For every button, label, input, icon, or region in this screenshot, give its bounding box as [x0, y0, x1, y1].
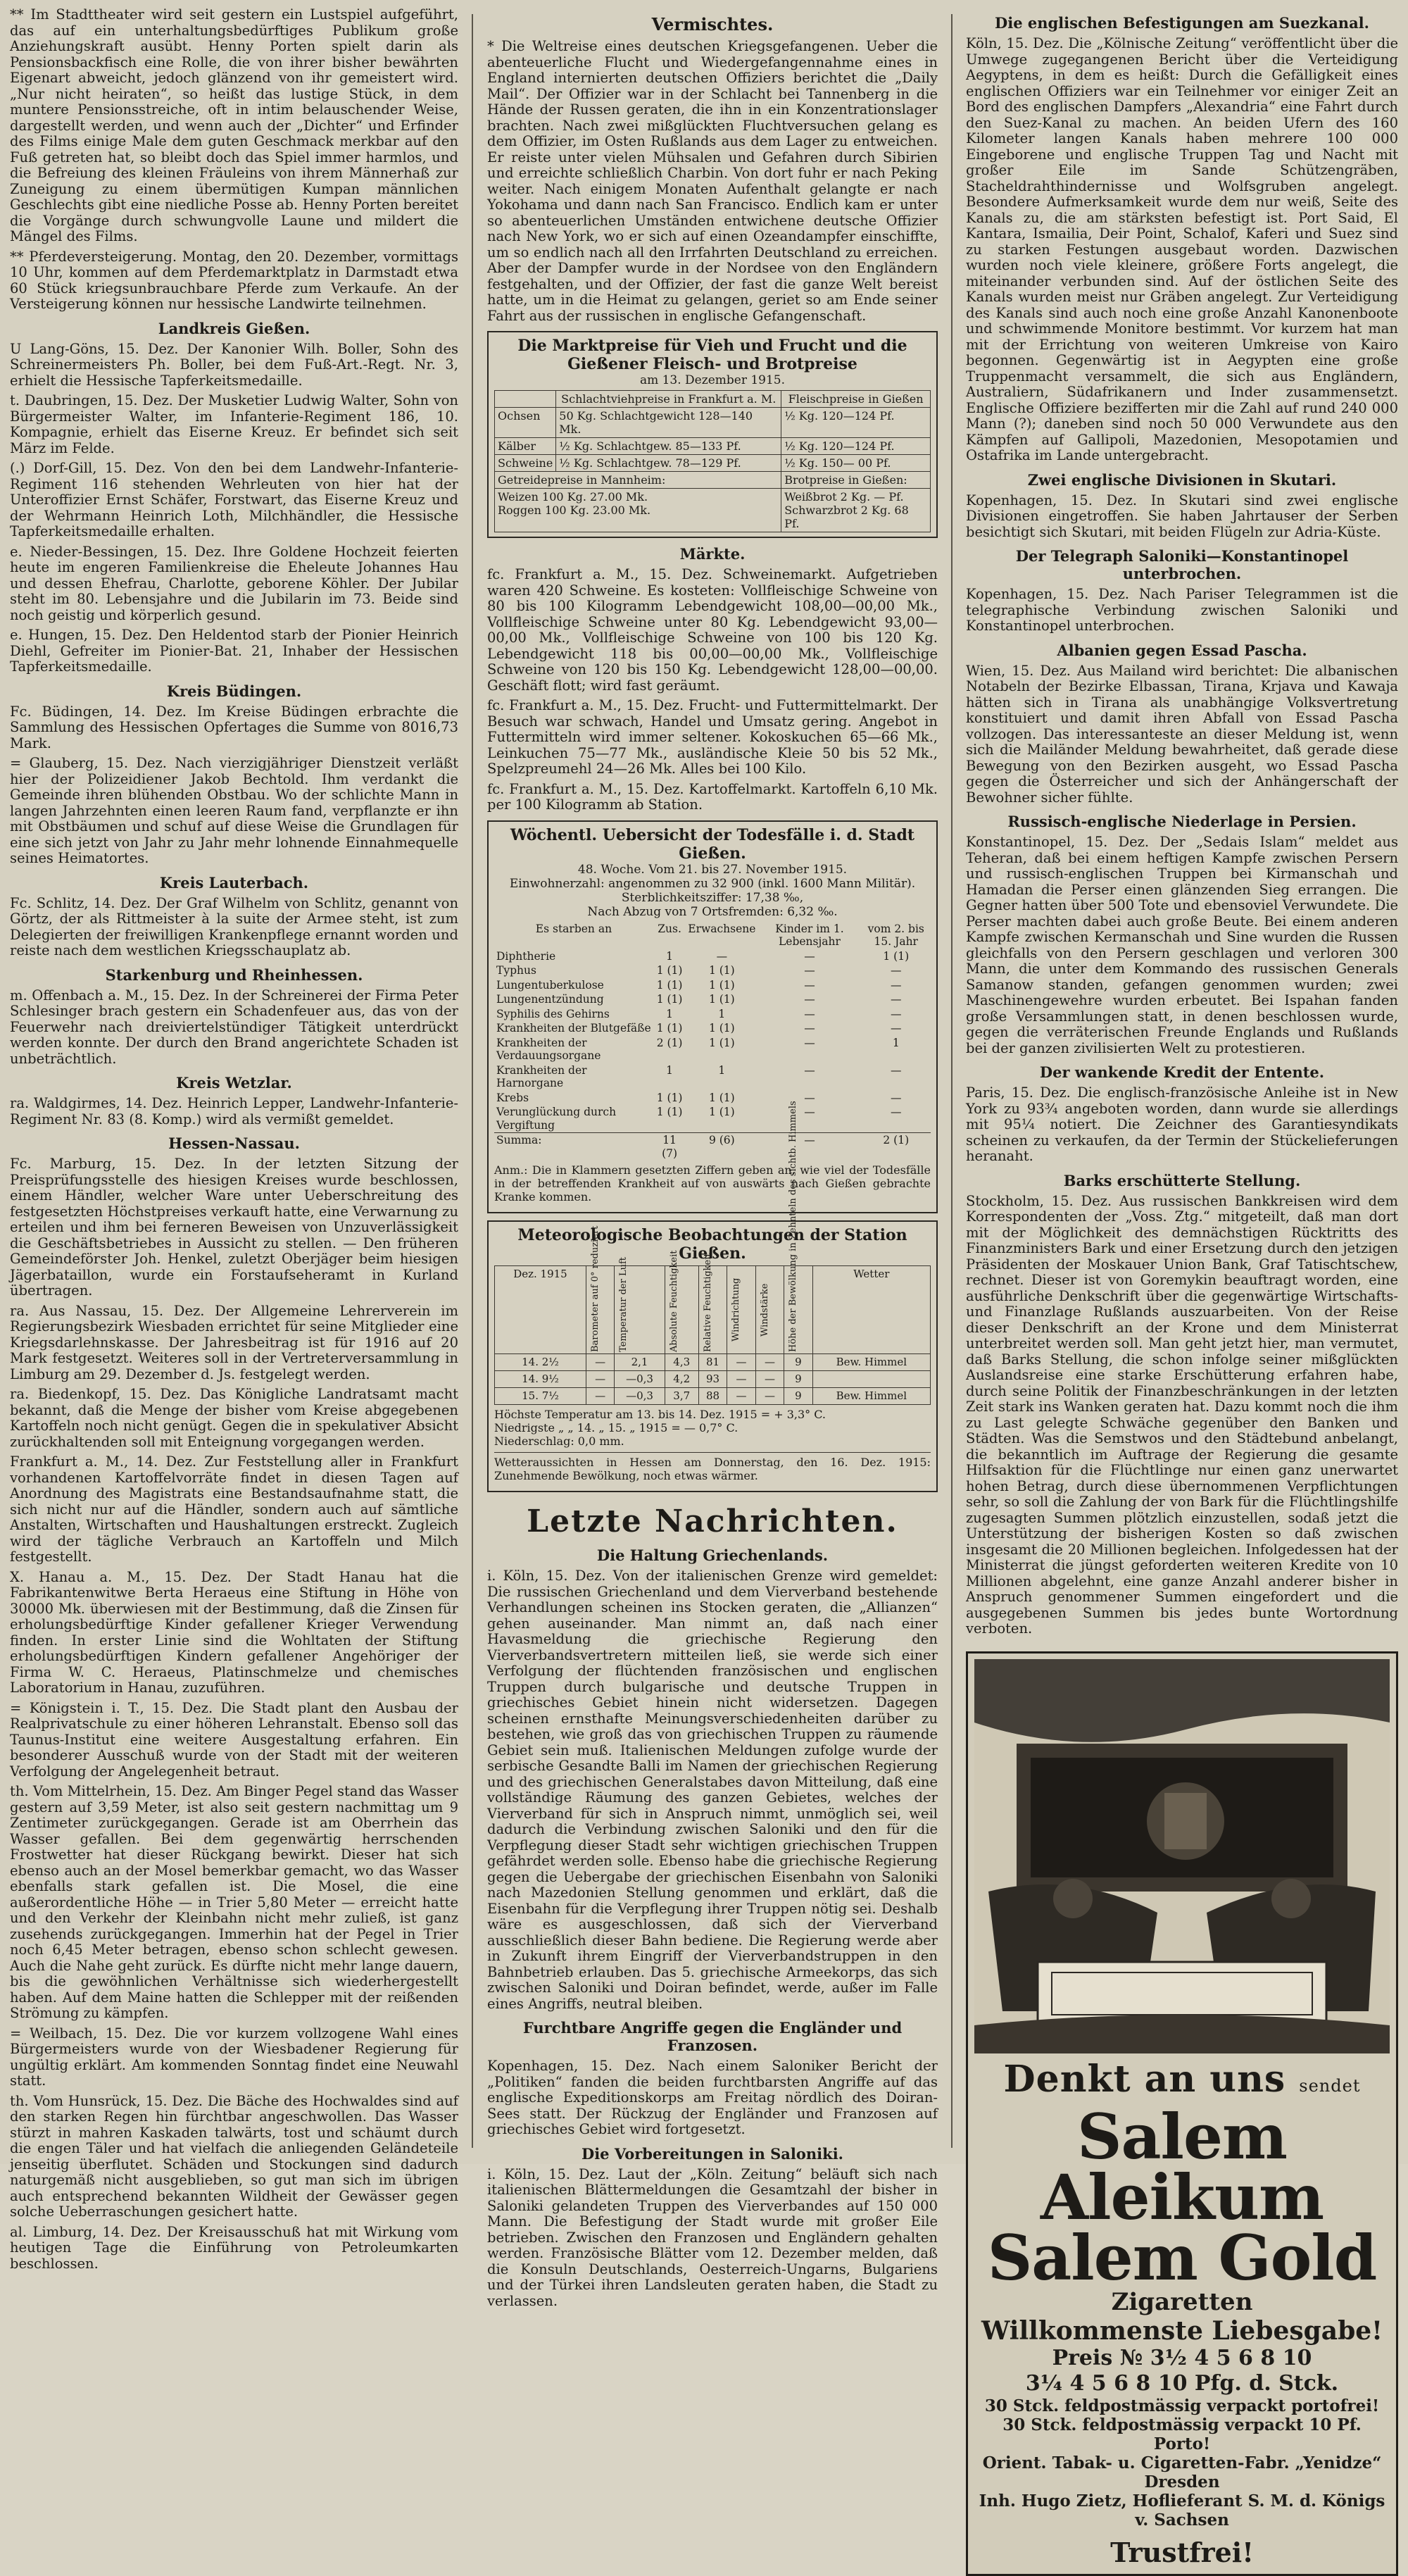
section-heading: Starkenburg und Rheinhessen. [105, 965, 363, 984]
table-cell: — [727, 1354, 755, 1371]
article-paragraph: th. Vom Mittelrhein, 15. Dez. Am Binger Pegel stand das Wasser gestern auf 3,59 Meter, ist also seit gestern nachmittag um 9 Zentimeter zurückgegangen. Gerade ist am Oberrhein das Wasser gefallen. Bei dem gegenwärtig herrschenden Frostwetter hat dieser Rückgang bewirkt. Dieser hat sich ebenso auch an der Mosel bemerkbar gemacht, wo das Wasser ebenfalls stark gefallen ist. Die Mosel, die eine außerordentliche Höhe — in Trier 5,80 Meter — erreicht hatte und den Verkehr der Kleinbahn nicht mehr zuließ, ist ganz zusehends zurückgegangen. Immerhin hat der Pegel in Trier noch 6,45 Meter betragen, ebenso schon schlecht gewesen. Auch die Nahe geht zurück. Es dürfte nicht mehr lange dauern, bis die gewöhnlichen Verhältnisse sich wiederhergestellt haben. Auf dem Maine hatten die Schlepper mit der reißenden Strömung zu kämpfen. [10, 1783, 458, 2021]
ad-headline-text: Denkt an uns [1003, 2057, 1286, 2101]
table-cell: 1 (1) [708, 964, 735, 977]
table-cell: 1 (1) [656, 964, 683, 977]
column-rule [472, 14, 473, 2148]
table-cell: 93 [698, 1371, 727, 1388]
bread-price: Weißbrot 2 Kg. — Pf. [784, 490, 904, 504]
article-paragraph: = Glauberg, 15. Dez. Nach vierzigjähriger Dienstzeit verläßt hier der Polizeidiener Jakob Bechtold. Ihm verdankt die Gemeinde ihren blühenden Obstbau. Wo der schlichte Mann in langen Jahrzehnten einen leeren Raum fand, verpflanzte er ihn mit Obstbäumen und schuf auf diese Weise die Grundlagen für eine sich jetzt von Jahr zu Jahr mehr lohnende Einnahmequelle seines Heimatortes. [10, 755, 458, 866]
grain-price: Weizen 100 Kg. 27.00 Mk. [498, 490, 648, 504]
section-heading: Die Vorbereitungen in Saloniki. [581, 2144, 843, 2163]
table-header: Es starben an [535, 922, 612, 935]
table-header-label: Relative Feuchtigkeit [702, 1253, 713, 1352]
table-cell: Krankheiten der Blutgefäße [496, 1022, 651, 1034]
article-paragraph: ** Im Stadttheater wird seit gestern ein Lustspiel aufgeführt, das auf ein unterhaltungsbedürftiges Publikum große Anziehungskraft ausübt. Henny Porten spielt darin als Pensionsbackfisch eine Rolle, die von ihrer bisher bewährten Eigenart abweicht, jedoch glänzend von ihr gemeistert wird. „Nur nicht heiraten“, so heißt das lustige Stück, in dem muntere Pensionsstreiche, oft in intim belauschender Weise, dargestellt werden, und wenn auch der „Dichter“ und Erfinder des Films einige Male dem guten Geschmack merkbar auf den Fuß getreten hat, so bleibt doch das Spiel immer harmlos, und die Befreiung des kleinen Fräuleins von ihrem Männerhaß zur Zuneigung zu einem übermütigen Kumpan männlichen Geschlechts gibt eine niedliche Posse ab. Henny Porten bereitet die Vorgänge durch schwungvolle Laune und mildert die Mängel des Films. [10, 6, 458, 244]
market-prices-box [487, 331, 938, 538]
table-cell: ½ Kg. 120—124 Pf. [781, 408, 931, 438]
table-cell: Kälber [495, 438, 556, 455]
column-rule [951, 14, 953, 2148]
table-header-label: Windstärke [759, 1283, 770, 1337]
section-heading: Kreis Wetzlar. [176, 1074, 292, 1092]
table-cell: — [727, 1388, 755, 1405]
section-heading: Russisch-englische Niederlage in Persien. [1007, 813, 1357, 830]
ad-price-line: Preis № 3½ 4 5 6 8 10 [1052, 2345, 1312, 2370]
table-cell: — [586, 1371, 614, 1388]
table-cell: — [891, 1007, 902, 1020]
table-cell: — [804, 1022, 815, 1034]
weather-summary-line: Höchste Temperatur am 13. bis 14. Dez. 1915 = + 3,3° C. [494, 1408, 826, 1421]
table-header-label: Dez. 1915 [513, 1268, 567, 1280]
table-header: Kinder im 1. Lebensjahr [775, 922, 844, 948]
table-header-label: Barometer auf 0° reduziert [589, 1225, 601, 1352]
table-cell: 4,2 [665, 1371, 698, 1388]
article-paragraph: Fc. Marburg, 15. Dez. In der letzten Sitzung der Preisprüfungsstelle des hiesigen Kreises wurde beschlossen, einem Händler, welcher Ware unter Ueberschreitung des festgesetzten Höchstpreises verkauft hatte, eine Verwarnung zu erteilen und ihm bei ferneren Beweisen von Unzuverlässigkeit die Geschäftsbetriebes in Aussicht zu stellen. — Den früheren Gemeindeförster Joh. Henkel, zuletzt Oberjäger beim hiesigen Jägerbataillon, wurde ein Forstaufseheramt in Kurland übertragen. [10, 1156, 458, 1299]
table-row [494, 978, 931, 993]
table-cell: —0,3 [615, 1371, 665, 1388]
table-row [494, 1021, 931, 1036]
table-cell: 4,3 [665, 1354, 698, 1371]
mortality-box [487, 820, 938, 1214]
article-paragraph: fc. Frankfurt a. M., 15. Dez. Frucht- und Futtermittelmarkt. Der Besuch war schwach, Handel und Umsatz gering. Angebot in Futtermitteln wird immer seltener. Kokoskuchen 65—66 Mk., Leinkuchen 75—77 Mk., ausländische Kleie 50 bis 52 Mk., Spelzpreumehl 24—26 Mk. Alles bei 100 Kilo. [487, 697, 938, 777]
table-cell: 88 [698, 1388, 727, 1405]
weather-title: Meteorologische Beobachtungen der Station Gießen. [517, 1226, 907, 1263]
table-cell: 1 (1) [656, 993, 683, 1006]
table-header [665, 1250, 698, 1354]
weather-forecast: Wetteraussichten in Hessen am Donnerstag, den 16. Dez. 1915: Zunehmende Bewölkung, noch etwas wärmer. [494, 1452, 931, 1482]
table-cell: 1 (1) [708, 993, 735, 1006]
section-heading: Landkreis Gießen. [158, 319, 310, 337]
table-row [495, 438, 931, 455]
cigarette-advertisement [966, 1651, 1398, 2576]
table-cell: Bew. Himmel [812, 1354, 930, 1371]
table-cell [781, 489, 931, 532]
article-paragraph: ra. Biedenkopf, 15. Dez. Das Königliche Landratsamt macht bekannt, daß die Menge der bisher vom Kreise abgegebenen Kartoffeln noch nicht genügt. Gegen die in spekulativer Absicht zurückhaltenden soll mit Enteignung vorgegangen werden. [10, 1386, 458, 1450]
table-cell: Lungentuberkulose [496, 978, 604, 992]
table-cell: 1 (1) [656, 1091, 683, 1104]
table-cell: Summa: [494, 1133, 653, 1161]
table-header [495, 391, 556, 408]
table-cell: — [804, 978, 815, 992]
ad-firm: Inh. Hugo Zietz, Hoflieferant S. M. d. Königs v. Sachsen [979, 2491, 1385, 2530]
intro-block [10, 7, 458, 313]
article-paragraph: e. Hungen, 15. Dez. Den Heldentod starb der Pionier Heinrich Diehl, Gefreiter im Pionier-Bat. 21, Inhaber der Hessischen Tapferkeitsmedaille. [10, 627, 458, 675]
article-paragraph: fc. Frankfurt a. M., 15. Dez. Schweinemarkt. Aufgetrieben waren 420 Schweine. Es kosteten: Vollfleischige Schweine von 80 bis 100 Kilogramm Lebendgewicht 108,00—00,00 Mk., Vollfleischige Schweine unter 80 Kg. Lebendgewicht 93,00—00,00 Mk., Vollfleischige Schweine von 100 bis 120 Kg. Lebendgewicht 118 bis 00,00—00,00 Mk., Vollfleischige Schweine von 120 bis 150 Kg. Lebendgewicht 128,00—00,00. Geschäft flott; wird fast geräumt. [487, 566, 938, 694]
article-paragraph: e. Nieder-Bessingen, 15. Dez. Ihre Goldene Hochzeit feierten heute im engeren Familienkreise die Eheleute Johannes Hau und dessen Ehefrau, Charlotte, geborene Köhler. Der Jubilar steht im 80. Lebensjahre und die Jubilarin im 73. Beide sind noch geistig und körperlich gesund. [10, 543, 458, 623]
article-paragraph: Stockholm, 15. Dez. Aus russischen Bankkreisen wird dem Korrespondenten der „Voss. Ztg.“ mitgeteilt, daß man dort mit der Möglichkeit des demnächstigen Rücktritts des Finanzministers Bark und einer Ersetzung durch den jetzigen Präsidenten der Moskauer Union Bank, Graf Tatischtschew, rechnet. Dieser ist von Goremykin beauftragt worden, eine ausführliche Denkschrift über die gegenwärtige Wirtschafts- und Finanzlage Rußlands auszuarbeiten. Von der Reise dieser Denkschrift an der Krone und dem Ministerrat unterbreitet werden soll. Man geht jetzt hier, man vermutet, daß Barks Stellung, die schon infolge seiner mißglückten Auslandsreise eine starke Erschütterung erfahren habe, durch seine Politik der Finanzbeschränkungen in der letzten Zeit stark ins Wanken geraten hat. Dazu kommt noch die ihm zu Last gelegte Schwäche gegenüber den Banken und Städten. Was die Semstwos und den Städtebund anbelangt, die bekanntlich im Auftrage der Regierung die gesamte Hilfsaktion für die Flüchtlinge nur einen ganz unerwartet hohen Betrag, durch diese übernommenen Verpflichtungen sehr, so soll die Zahlung der von Bark für die Flüchtlingshilfe zugesagten Summen plötzlich einzustellen, sodaß jetzt die Unterstützung der bisherigen Kosten so daß zwischen insgesamt die 20 Millionen begleichen. Infolgedessen hat der Ministerrat die jüngst geforderten weiteren Kredite von 10 Millionen abgelehnt, eine ganze Anzahl anderer bisher in Anspruch genommener Summen eingefordert und die ausgegebenen Summen bis jedes bunte Wortordnung verboten. [966, 1192, 1398, 1637]
table-header: Fleischpreise in Gießen [781, 391, 931, 408]
table-row [494, 1091, 931, 1106]
ad-headline-suffix: sendet [1299, 2075, 1361, 2096]
weather-summary-line: Niederschlag: 0,0 mm. [494, 1434, 624, 1448]
section-heading: Kreis Lauterbach. [159, 873, 309, 892]
table-cell: — [804, 949, 815, 963]
table-cell: Diphtherie [496, 949, 556, 963]
table-header [495, 1266, 586, 1354]
table-cell: ½ Kg. Schlachtgew. 78—129 Pf. [556, 455, 781, 472]
table-cell: — [755, 1354, 784, 1371]
table-cell: Ochsen [495, 408, 556, 438]
table-cell: — [804, 1091, 815, 1104]
table-cell: 1 (1) [708, 978, 735, 992]
section-heading: Vermischtes. [651, 14, 774, 35]
table-row [494, 992, 931, 1007]
grain-price: Roggen 100 Kg. 23.00 Mk. [498, 504, 651, 517]
article-paragraph: Kopenhagen, 15. Dez. In Skutari sind zwei englische Divisionen eingetroffen. Sie haben Jahrtauser der Serben besichtigt sich Skutari, mit beiden Flügeln zur Adria-Küste. [966, 492, 1398, 540]
market-prices-table [494, 390, 931, 532]
table-cell: 9 (6) [686, 1133, 758, 1161]
regional-news [10, 320, 458, 2272]
section-heading: Märkte. [679, 545, 746, 563]
table-cell: — [755, 1371, 784, 1388]
table-cell: — [804, 1036, 815, 1049]
table-header: Erwachsene [688, 922, 756, 935]
table-row [495, 1371, 931, 1388]
ad-brand-1: Salem Aleikum [1040, 2099, 1324, 2234]
ad-slogan: Willkommenste Liebesgabe! [981, 2315, 1383, 2346]
article-paragraph: = Königstein i. T., 15. Dez. Die Stadt plant den Ausbau der Realprivatschule zu einer höheren Lehranstalt. Ebenso soll das Taunus-Institut eine weitere Ausgestaltung erfahren. Ein besonderer Ausschuß wurde von der Stadt mit der weiteren Verfolgung der Angelegenheit betraut. [10, 1699, 458, 1780]
table-cell: —0,3 [615, 1388, 665, 1405]
table-cell: — [804, 964, 815, 977]
trench-scene-icon [974, 1659, 1390, 2053]
table-cell: — [891, 978, 902, 992]
section-heading: Albanien gegen Essad Pascha. [1057, 641, 1307, 659]
table-cell: 2 (1) [656, 1036, 683, 1049]
article-paragraph: th. Vom Hunsrück, 15. Dez. Die Bäche des Hochwaldes sind auf den starken Regen hin fürchtbar angeschwollen. Das Wasser stürzt in mahren Kaskaden talwärts, tost und schäumt durch die engen Täler und hat vielfach die anliegenden Geländeteile jenseitig überflutet. Schäden und Stockungen sind dadurch naturgemäß nicht ausgeblieben, so gut man sich im übrigen auch entsprechend bekannten Wildheit der Gewässer gegen solche Ueberraschungen gesichert hatte. [10, 2092, 458, 2220]
latest-news-title: Letzte Nachrichten. [527, 1503, 898, 1539]
article-paragraph: fc. Frankfurt a. M., 15. Dez. Kartoffelmarkt. Kartoffeln 6,10 Mk. per 100 Kilogramm ab Station. [487, 780, 938, 813]
section-heading: Der wankende Kredit der Entente. [1039, 1063, 1325, 1081]
table-cell: ½ Kg. 120—124 Pf. [781, 438, 931, 455]
table-cell: 2 (1) [862, 1133, 931, 1161]
article-paragraph: X. Hanau a. M., 15. Dez. Der Stadt Hanau hat die Fabrikantenwitwe Berta Heraeus eine Stiftung in Höhe von 30000 Mk. überwiesen mit der Bestimmung, daß die Zinsen für erholungsbedürftige Kinder gefallener Krieger Verwendung finden. In erster Linie sind die Wohltaten der Stiftung erholungsbedürftigen Kindern gefallener Angehöriger der Firma W. C. Heraeus, Platinschmelze und chemisches Laboratorium in Hanau, zuzuführen. [10, 1568, 458, 1696]
column-left [0, 0, 468, 2272]
table-row [494, 1036, 931, 1063]
table-cell: 14. 2½ [495, 1354, 586, 1371]
table-cell: 1 (1) [708, 1022, 735, 1034]
table-cell: — [586, 1354, 614, 1371]
table-header: vom 2. bis 15. Jahr [867, 922, 924, 948]
table-header-label: Wetter [853, 1268, 890, 1280]
ad-firm: Orient. Tabak- u. Cigaretten-Fabr. „Yenidze“ Dresden [982, 2453, 1382, 2491]
table-cell: 14. 9½ [495, 1371, 586, 1388]
table-cell: 2,1 [615, 1354, 665, 1371]
table-header-label: Höhe der Bewölkung in Zehnteln des sichtb. Himmels [788, 1101, 799, 1352]
table-cell: — [891, 1063, 902, 1077]
table-header [698, 1253, 727, 1354]
section-heading: Zwei englische Divisionen in Skutari. [1027, 470, 1337, 489]
mortality-title: Wöchentl. Uebersicht der Todesfälle i. d. Stadt Gießen. [510, 825, 915, 863]
table-cell: 1 (1) [708, 1106, 735, 1118]
mortality-table [494, 922, 931, 1161]
table-cell: 15. 7½ [495, 1388, 586, 1405]
table-cell: — [891, 1106, 902, 1118]
soldiers-illustration [974, 1659, 1390, 2053]
section-heading: Furchtbare Angriffe gegen die Engländer und Franzosen. [522, 2019, 903, 2054]
bread-price: Schwarzbrot 2 Kg. 68 Pf. [784, 504, 909, 530]
table-cell: — [891, 1091, 902, 1104]
table-header: Brotpreise in Gießen: [781, 472, 931, 489]
ad-product: Zigaretten [1111, 2287, 1253, 2316]
table-cell: 1 [718, 1063, 726, 1077]
table-cell: Lungenentzündung [496, 993, 604, 1006]
mortality-population: Einwohnerzahl: angenommen zu 32 900 (inkl. 1600 Mann Militär). [509, 876, 916, 891]
article-paragraph: Paris, 15. Dez. Die englisch-französische Anleihe ist in New York zu 93¾ angeboten worden, dann wurde sie allerdings mit 95¼ notiert. Die Zeichner des Garantiesyndikats scheinen zu verkaufen, da der Termin der Stückelieferungen heranaht. [966, 1084, 1398, 1164]
article-paragraph: (.) Dorf-Gill, 15. Dez. Von den bei dem Landwehr-Infanterie-Regiment 116 stehenden Wehrleuten von hier hat der Unteroffizier Ernst Schäfer, Forstwart, das Eiserne Kreuz und der Wehrmann Heinrich Loth, Milchhändler, die Hessische Tapferkeitsmedaille erhalten. [10, 460, 458, 539]
table-cell: Typhus [496, 964, 536, 977]
article-paragraph: Fc. Büdingen, 14. Dez. Im Kreise Büdingen erbrachte die Sammlung des Hessischen Opfertages die Summe von 8016,73 Mark. [10, 703, 458, 751]
article-paragraph: Frankfurt a. M., 14. Dez. Zur Feststellung aller in Frankfurt vorhandenen Kartoffelvorräte findet in diesen Tagen auf Anordnung des Magistrats eine Bestandsaufnahme statt, die sich nicht nur auf die Händler, sondern auch auf sämtliche Anstalten, Wirtschaften und Haushaltungen erstreckt. Zugleich wird der tägliche Verbrauch an Kartoffeln und Milch festgestellt. [10, 1453, 458, 1565]
article-paragraph: i. Köln, 15. Dez. Laut der „Köln. Zeitung“ beläuft sich nach italienischen Blättermeldungen die Gesamtzahl der bisher in Saloniki gelandeten Truppen des Vierverbandes auf 150 000 Mann. Die Befestigung der Stadt wurde mit großer Eile betrieben. Zwischen den Franzosen und Engländern gehalten werden. Französische Blätter vom 12. Dezember melden, daß die Konsuln Deutschlands, Oesterreich-Ungarns, Bulgariens und der Türkei ihren Landsleuten geraten haben, die Stadt zu verlassen. [487, 2165, 938, 2309]
table-row [494, 1105, 931, 1133]
ad-headline [974, 2059, 1390, 2106]
table-row [495, 455, 931, 472]
table-cell: 1 (1) [656, 978, 683, 992]
column-right [956, 0, 1408, 2568]
table-cell: — [804, 993, 815, 1006]
table-cell: — [758, 1133, 861, 1161]
table-cell: 1 (1) [708, 1091, 735, 1104]
table-cell: 50 Kg. Schlachtgewicht 128—140 Mk. [556, 408, 781, 438]
table-header [812, 1266, 930, 1354]
article-paragraph: Wien, 15. Dez. Aus Mailand wird berichtet: Die albanischen Notabeln der Bezirke Elbassan, Tirana, Krjava und Kawaja hätten sich in Tirana als unabhängige Volksvertretung konstituiert und damit ihren Abfall von Essad Pascha vollzogen. Das interessanteste an dieser Meldung ist, wenn sich die Mailänder Meldung bewahrheitet, daß gerade diese Bewegung von den Bezirken ausgeht, wo Essad Pascha gegen die Österreicher und sich der Anhängerschaft der Bewohner sicher fühlte. [966, 662, 1398, 806]
foreign-news [966, 14, 1398, 1637]
article-paragraph: Konstantinopel, 15. Dez. Der „Sedais Islam“ meldet aus Teheran, daß bei einem heftigen Kampfe zwischen Persern und russisch-englischen Truppen bei Kirmanschah und Hamadan die Perser einen glänzenden Sieg errangen. Die Gegner hatten über 500 Tote und ebensoviel Verwundete. Die Perser machten dabei auch große Beute. Bei einem anderen Kampfe zwischen Kermanschah und Sine wurden die Russen gleichfalls von den Persern geschlagen und verloren 300 Mann, die unter dem Kommando des russischen Generals Samanow standen, gefangen genommen wurden; zwei Maschinengewehre wurden erbeutet. Bei Ispahan fanden große Versammlungen statt, in denen beschlossen wurde, gegen die verräterischen Freunde Englands und Rußlands bei der ganzen zivilisierten Welt zu protestieren. [966, 834, 1398, 1056]
table-cell: — [804, 1106, 815, 1118]
table-cell: 1 [718, 1007, 726, 1020]
table-cell: 81 [698, 1354, 727, 1371]
table-header [755, 1266, 784, 1354]
column-middle [477, 0, 948, 2309]
table-cell: Syphilis des Gehirns [496, 1007, 610, 1020]
table-cell: 3,7 [665, 1388, 698, 1405]
mortality-note: Anm.: Die in Klammern gesetzten Ziffern geben an, wie viel der Todesfälle in der betreffenden Krankheit auf von auswärts nach Gießen gebrachte Kranke kommen. [494, 1163, 931, 1203]
latest-news [487, 1546, 938, 2309]
table-cell: — [804, 1007, 815, 1020]
table-header [727, 1266, 755, 1354]
section-heading: Die Haltung Griechenlands. [596, 1546, 829, 1564]
article-paragraph: Kopenhagen, 15. Dez. Nach Pariser Telegrammen ist die telegraphische Verbindung zwischen Saloniki und Konstantinopel unterbrochen. [966, 586, 1398, 634]
table-header: Schlachtviehpreise in Frankfurt a. M. [556, 391, 781, 408]
table-cell: 1 [666, 1007, 673, 1020]
table-row [495, 1388, 931, 1405]
article-paragraph: i. Köln, 15. Dez. Von der italienischen Grenze wird gemeldet: Die russischen Griechenland und dem Vierverband bestehende Verhandlungen scheinen ins Stocken geraten, die „Allianzen“ gehen auseinander. Man nimmt an, daß nach einer Havasmeldung die griechische Regierung den Vierverbandsvertretern mitteilen ließ, sie werde sich einer Verfolgung der flüchtenden französischen und englischen Truppen durch bulgarische und deutsche Truppen in griechisches Gebiet hinein nicht widersetzen. Dagegen scheinen ernsthafte Meinungsverschiedenheiten darüber zu bestehen, wie groß das von griechischen Truppen zu räumende Gebiet sein muß. Italienischen Meldungen zufolge wurde der serbische Gesandte Balli im Namen der griechischen Regierung und des griechischen Generalstabes davon Mitteilung, daß eine vollständige Räumung des ganzen Gebietes, welches der Vierverband für sich in Anspruch nimmt, unmöglich sei, weil dadurch die Verbindung zwischen Saloniki und den für die Verpflegung dieser Stadt sehr wichtigen griechischen Truppen gefährdet werden solle. Ebenso habe die griechische Regierung gegen die Uebergabe der griechischen Eisenbahn von Saloniki nach Mazedonien Stellung genommen und erklärt, daß die Eisenbahn für die Verpflegung ihrer Truppen nötig sei. Deshalb wäre es ausgeschlossen, daß sich der Vierverband ausschließlich dieser Bahn bediene. Die Regierung werde aber in Zukunft ihrem Eingriff der Vierverbandstruppen in den Bahnbetrieb erlauben. Das 5. griechische Armeekorps, das sich zwischen Saloniki und Doiran befindet, werde, außer im Falle eines Angriffs, neutral bleiben. [487, 1568, 938, 2012]
table-cell: — [804, 1063, 815, 1077]
mortality-rate: Sterblichkeitsziffer: 17,38 ‰, [621, 890, 804, 905]
section-heading: Die englischen Befestigungen am Suezkanal. [995, 14, 1369, 32]
table-row [494, 1007, 931, 1022]
table-row [494, 949, 931, 964]
table-cell: 1 [666, 949, 673, 963]
table-cell: 11 (7) [653, 1133, 686, 1161]
article-paragraph: ra. Aus Nassau, 15. Dez. Der Allgemeine Lehrerverein im Regierungsbezirk Wiesbaden errichtet für seine Mitglieder eine Kriegsdarlehnskasse. Der Jahresbeitrag ist für 1916 auf 20 Mark festgesetzt. Weiteres soll in der Vertreterversammlung in Limburg am 29. Dezember d. Js. festgelegt werden. [10, 1302, 458, 1382]
section-heading: Der Telegraph Saloniki—Konstantinopel unterbrochen. [1015, 547, 1349, 582]
table-cell: Krankheiten der Harnorgane [496, 1063, 587, 1089]
table-cell: 9 [784, 1371, 812, 1388]
article-paragraph: = Weilbach, 15. Dez. Die vor kurzem vollzogene Wahl eines Bürgermeisters wurde von der Wiesbadener Regierung für ungültig erklärt. Am kommenden Sonntag findet eine Neuwahl statt. [10, 2025, 458, 2089]
article-paragraph: m. Offenbach a. M., 15. Dez. In der Schreinerei der Firma Peter Schlesinger brach gestern ein Schadenfeuer aus, das von der Feuerwehr nach dreiviertelstündiger Tätigkeit unterdrückt werden konnte. Der durch den Brand angerichtete Schaden ist unbeträchtlich. [10, 987, 458, 1067]
table-row [494, 963, 931, 978]
article-paragraph: Fc. Schlitz, 14. Dez. Der Graf Wilhelm von Schlitz, genannt von Görtz, der als Rittmeister à la suite der Armee steht, ist zum Delegierten der freiwilligen Krankenpflege ernannt worden und reiste nach dem westlichen Kriegsschauplatz ab. [10, 894, 458, 958]
table-cell: 9 [784, 1388, 812, 1405]
market-prices-date: am 13. Dezember 1915. [639, 373, 786, 387]
table-cell: — [891, 993, 902, 1006]
table-cell [812, 1371, 930, 1388]
table-cell: 1 [666, 1063, 673, 1077]
table-cell: Bew. Himmel [812, 1388, 930, 1405]
table-header [586, 1225, 614, 1354]
mortality-rate-adjusted: Nach Abzug von 7 Ortsfremden: 6,32 ‰. [587, 904, 838, 919]
article-paragraph: ** Pferdeversteigerung. Montag, den 20. Dezember, vormittags 10 Uhr, kommen auf dem Pferdemarktplatz in Darmstadt etwa 60 Stück kriegsunbrauchbare Pferde zum Verkaufe. An der Versteigerung können nur hessische Landwirte teilnehmen. [10, 248, 458, 312]
ad-shipping: 30 Stck. feldpostmässig verpackt 10 Pf. Porto! [1002, 2415, 1362, 2453]
article-paragraph: Kopenhagen, 15. Dez. Nach einem Saloniker Bericht der „Politiken“ fanden die beiden furchtbarsten Angriffe auf das englische Expeditionskorps am Freitag nördlich des Doiran-Sees statt. Der Rückzug der Engländer und Franzosen auf griechisches Gebiet wird fortgesetzt. [487, 2058, 938, 2137]
table-cell [495, 489, 781, 532]
table-cell: — [716, 949, 728, 963]
table-cell: 9 [784, 1354, 812, 1371]
table-cell: 1 (1) [708, 1036, 735, 1049]
ad-price-line: 3¼ 4 5 6 8 10 Pfg. d. Stck. [1025, 2370, 1339, 2396]
section-heading: Barks erschütterte Stellung. [1063, 1171, 1301, 1189]
table-cell: Krankheiten der Verdauungsorgane [496, 1036, 601, 1062]
table-cell: Krebs [496, 1091, 529, 1104]
table-cell: 1 (1) [656, 1022, 683, 1034]
ad-trust: Trustfrei! [1110, 2536, 1254, 2568]
table-header: Zus. [658, 922, 681, 935]
table-row [495, 1354, 931, 1371]
table-header [615, 1256, 665, 1354]
table-cell: — [891, 1022, 902, 1034]
table-row [495, 408, 931, 438]
article-paragraph: al. Limburg, 14. Dez. Der Kreisausschuß hat mit Wirkung vom heutigen Tage die Einführung von Petroleumkarten beschlossen. [10, 2223, 458, 2272]
table-cell: — [891, 964, 902, 977]
table-cell: Verunglückung durch Vergiftung [496, 1106, 617, 1132]
table-header [784, 1101, 812, 1354]
article-paragraph: ra. Waldgirmes, 14. Dez. Heinrich Lepper, Landwehr-Infanterie-Regiment Nr. 83 (8. Komp.) wird als vermißt gemeldet. [10, 1095, 458, 1127]
article-paragraph: U Lang-Göns, 15. Dez. Der Kanonier Wilh. Boller, Sohn des Schreinermeisters Ph. Boller, bei dem Fuß-Art.-Regt. Nr. 3, erhielt die Hessische Tapferkeitsmedaille. [10, 340, 458, 389]
ad-brand-2: Salem Gold [987, 2220, 1377, 2294]
table-cell: — [586, 1388, 614, 1405]
table-header-label: Absolute Feuchtigkeit [668, 1250, 679, 1352]
article-paragraph: Köln, 15. Dez. Die „Kölnische Zeitung“ veröffentlicht über die Umwege zugegangenen Bericht über die Verteidigung Aegyptens, in dem es heißt: Durch die Gefälligkeit eines englischen Offiziers war ein Teilnehmer vor einiger Zeit an Bord des englischen Dampfers „Alexandria“ eine Fahrt durch den Suez-Kanal zu machen. An beiden Ufern des 160 Kilometer langen Kanals haben mehrere 100 000 Eingeborene und englische Truppen Tag und Nacht mit großer Eile im Sande Schützengräben, Stacheldrahthindernisse und Wolfsgruben angelegt. Besondere Aufmerksamkeit wurde dem nur weiß, Seite des Kanals zu, die am stärksten befestigt ist. Port Said, El Kantara, Ismailia, Deir Point, Schalof, Kaferi und Suez sind zu starken Festungen ausgebaut worden. Dazwischen wurden noch viele kleinere, größere Forts angelegt, die miteinander verbunden sind. Auf der östlichen Seite des Kanals wurden meist nur Gräben angelegt. Zur Verteidigung des Kanals sind auch noch eine große Anzahl Kanonenboote und schwimmende Monitore bestimmt. Vor kurzem hat man mit der Errichtung von weiteren Umkreise von Kairo begonnen. Gegenwärtig ist in Aegypten eine große Truppenmacht versammelt, die sich aus Engländern, Australiern, Südafrikanern und Inder zusammensetzt. Englische Offiziere bezifferten mir die Zahl auf rund 240 000 Mann (?); daneben sind noch 50 000 Verwundete aus den Kämpfen auf Gallipoli, Mazedonien, Mesopotamien und Ostafrika im Lande untergebracht. [966, 35, 1398, 463]
table-cell: ½ Kg. Schlachtgew. 85—133 Pf. [556, 438, 781, 455]
weather-summary [494, 1408, 931, 1448]
article-paragraph: * Die Weltreise eines deutschen Kriegsgefangenen. Ueber die abenteuerliche Flucht und Wiedergefangennahme eines in England internierten deutschen Offiziers berichtet die „Daily Mail“. Der Offizier war in der Schlacht bei Tannenberg in die Hände der Russen geraten, die ihn in ein Konzentrationslager brachten. Nach zwei mißglückten Fluchtversuchen gelang es dem Offizier, im Osten Rußlands aus dem Lager zu entweichen. Er reiste unter vielen Mühsalen und Gefahren durch Sibirien und erreichte schließlich Charbin. Von dort fuhr er nach Peking weiter. Nach einigem Monaten Aufenthalt gelangte er nach Yokohama und dann nach San Francisco. Endlich kam er unter so abenteuerlichen Umständen entwichene deutsche Offizier nach New York, wo er sich auf einen Ozeandampfer einschiffte, um so endlich nach all den Irrfahrten Deutschland zu erreichen. Aber der Dampfer wurde in der Nordsee von den Engländern festgehalten, und der Offizier, der fast die ganze Welt bereist hatte, um in die Heimat zu gelangen, geriet so am Ende seiner Fahrt aus der russischen in englische Gefangenschaft. [487, 38, 938, 324]
table-cell: 1 [892, 1036, 900, 1049]
ad-shipping: 30 Stck. feldpostmässig verpackt portofrei! [984, 2396, 1380, 2415]
market-prices-title: Die Marktpreise für Vieh und Frucht und die Gießener Fleisch- und Brotpreise [517, 337, 907, 373]
weather-summary-line: Niedrigste „ „ 14. „ 15. „ 1915 = — 0,7° C. [494, 1421, 738, 1434]
table-header: Getreidepreise in Mannheim: [495, 472, 781, 489]
mortality-week: 48. Woche. Vom 21. bis 27. November 1915. [577, 862, 848, 877]
section-heading: Hessen-Nassau. [168, 1134, 300, 1152]
table-header-label: Temperatur der Luft [618, 1256, 629, 1352]
article-paragraph: t. Daubringen, 15. Dez. Der Musketier Ludwig Walter, Sohn von Bürgermeister Walter, im Infanterie-Regiment 186, 10. Kompagnie, erhielt das Eiserne Kreuz. Er befindet sich seit März im Felde. [10, 392, 458, 456]
table-row [494, 1063, 931, 1091]
table-header-label: Windrichtung [731, 1277, 742, 1342]
table-cell: — [727, 1371, 755, 1388]
table-cell: 1 (1) [883, 949, 910, 963]
section-heading: Kreis Büdingen. [166, 682, 302, 700]
table-cell: — [755, 1388, 784, 1405]
table-cell: Schweine [495, 455, 556, 472]
table-cell: 1 (1) [656, 1106, 683, 1118]
table-cell: ½ Kg. 150— 00 Pf. [781, 455, 931, 472]
